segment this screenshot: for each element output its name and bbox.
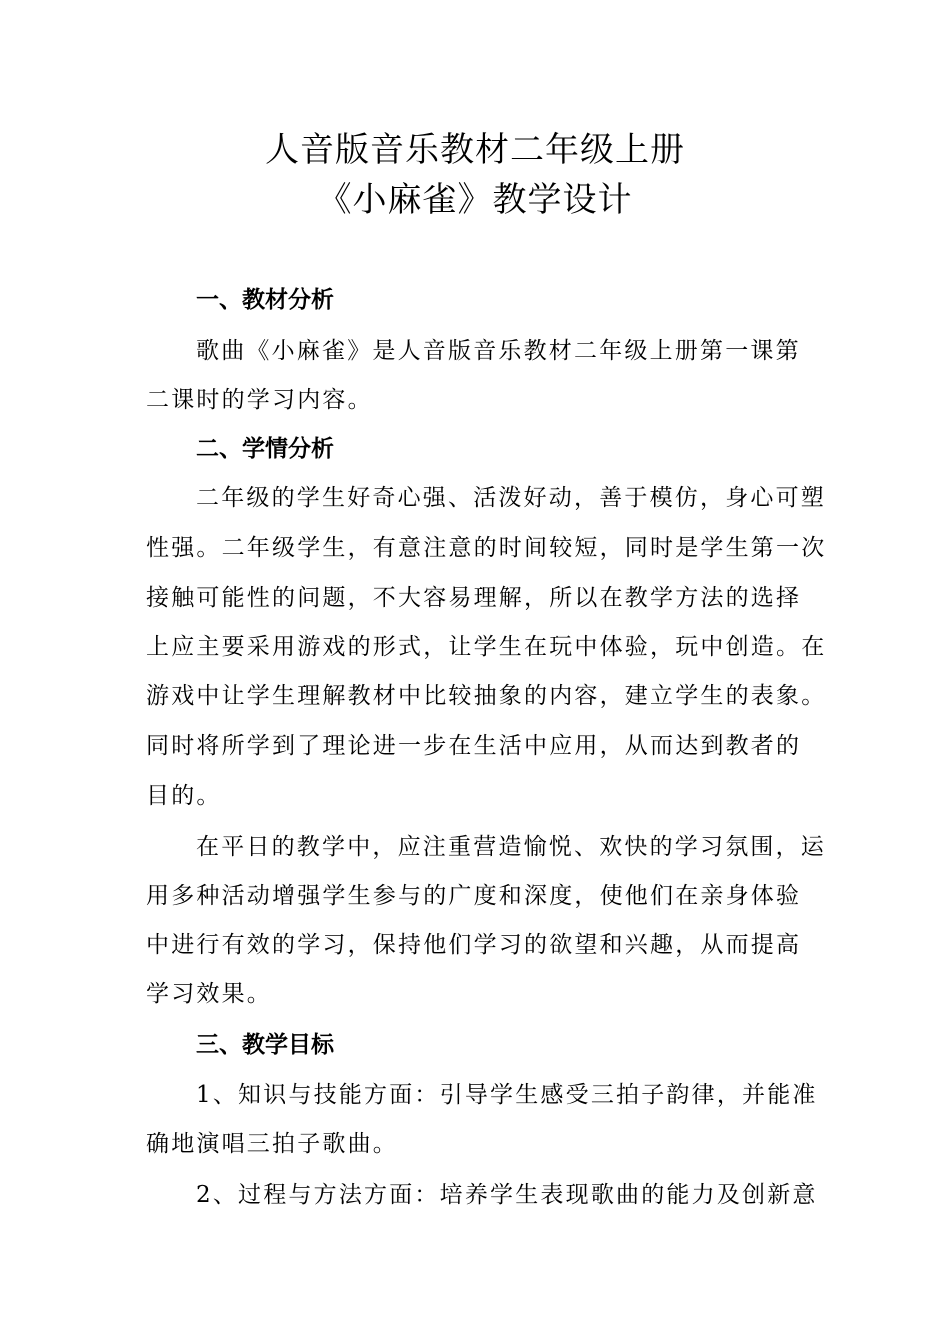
paragraph-line: 二课时的学习内容。 (146, 387, 373, 413)
section-heading-materials-analysis: 一、教材分析 (196, 287, 334, 313)
paragraph-line: 二年级的学生好奇心强、活泼好动，善于模仿，身心可塑 (196, 485, 826, 511)
paragraph-line: 同时将所学到了理论进一步在生活中应用，从而达到教者的 (146, 733, 802, 759)
paragraph-line: 中进行有效的学习，保持他们学习的欲望和兴趣，从而提高 (146, 932, 802, 958)
paragraph-line: 学习效果。 (146, 981, 272, 1007)
paragraph-line: 性强。二年级学生，有意注意的时间较短，同时是学生第一次 (146, 535, 827, 561)
paragraph-line: 游戏中让学生理解教材中比较抽象的内容，建立学生的表象。 (146, 683, 827, 709)
section-heading-student-analysis: 二、学情分析 (196, 436, 334, 462)
paragraph-line: 接触可能性的问题，不大容易理解，所以在教学方法的选择 (146, 585, 802, 611)
paragraph-line: 在平日的教学中，应注重营造愉悦、欢快的学习氛围，运 (196, 834, 826, 860)
paragraph-line: 歌曲《小麻雀》是人音版音乐教材二年级上册第一课第 (196, 338, 801, 364)
paragraph-line: 上应主要采用游戏的形式，让学生在玩中体验，玩中创造。在 (146, 634, 827, 660)
paragraph-line: 目的。 (146, 783, 222, 809)
document-title-line-1: 人音版音乐教材二年级上册 (265, 130, 685, 170)
document-title-line-2: 《小麻雀》教学设计 (317, 180, 633, 220)
paragraph-line: 2、过程与方法方面：培养学生表现歌曲的能力及创新意 (196, 1182, 818, 1208)
paragraph-line: 1、知识与技能方面：引导学生感受三拍子韵律，并能准 (196, 1082, 818, 1108)
paragraph-line: 用多种活动增强学生参与的广度和深度，使他们在亲身体验 (146, 883, 802, 909)
paragraph-line: 确地演唱三拍子歌曲。 (146, 1131, 398, 1157)
section-heading-teaching-objectives: 三、教学目标 (196, 1032, 334, 1058)
